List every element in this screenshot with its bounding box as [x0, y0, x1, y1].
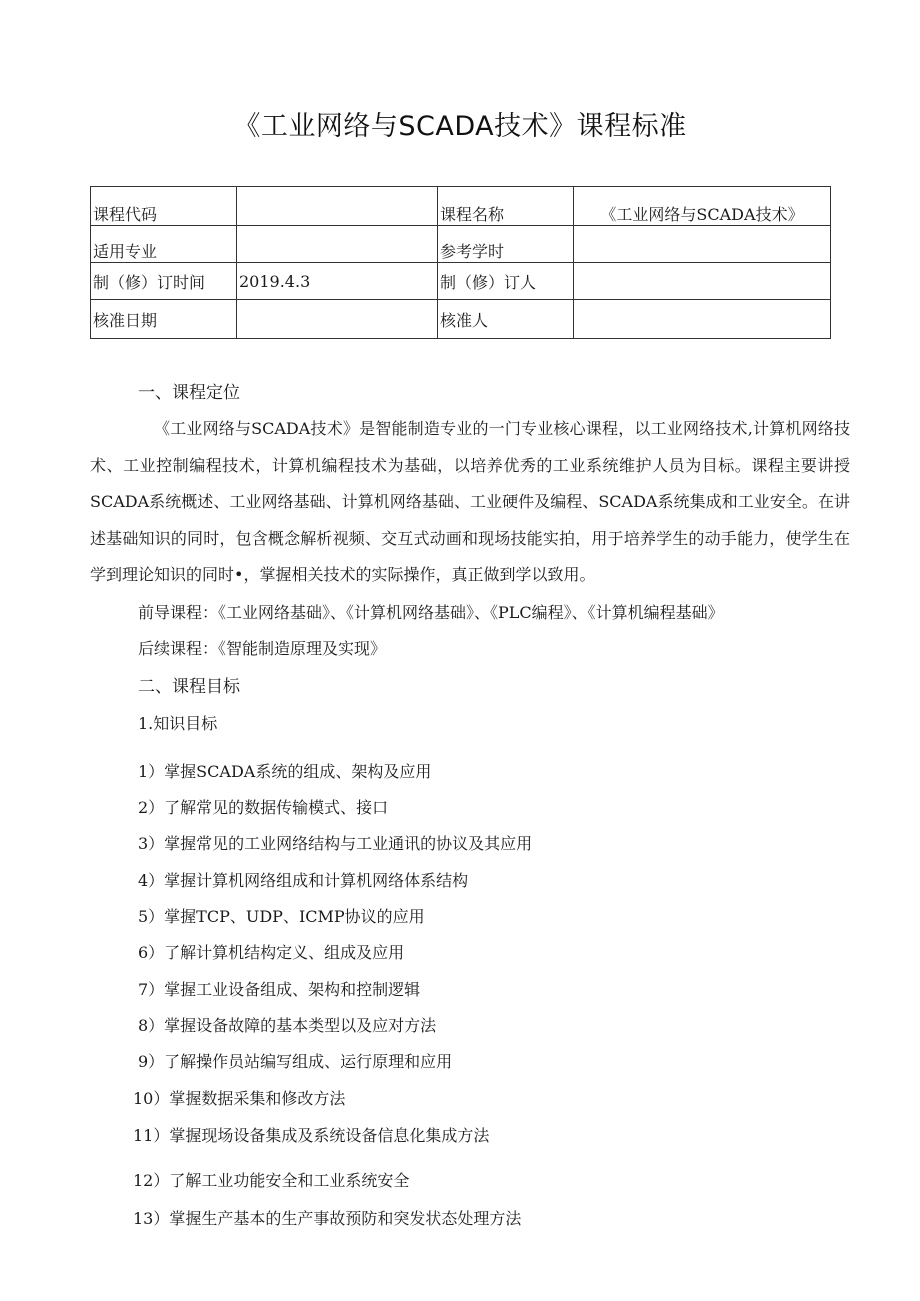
prerequisite-courses: 前导课程：《工业网络基础》、《计算机网络基础》、《PLC编程》、《计算机编程基础》: [138, 603, 724, 622]
value-hours: [574, 226, 831, 263]
list-item: 9）了解操作员站编写组成、运行原理和应用: [138, 1052, 453, 1071]
value-course-code: [237, 187, 438, 226]
label-course-name: 课程名称: [438, 187, 574, 226]
document-title: 《工业网络与SCADA技术》课程标准: [233, 111, 687, 142]
label-reviser: 制（修）订人: [438, 263, 574, 300]
value-reviser: [574, 263, 831, 300]
list-item: 11）掌握现场设备集成及系统设备信息化集成方法: [133, 1126, 490, 1145]
list-item: 13）掌握生产基本的生产事故预防和突发状态处理方法: [133, 1209, 522, 1228]
table-row: [91, 263, 831, 300]
table-row: [91, 300, 831, 339]
value-major: [237, 226, 438, 263]
label-revision-date: 制（修）订时间: [91, 263, 237, 300]
section-heading-positioning: 一、课程定位: [138, 383, 240, 403]
list-item: 4）掌握计算机网络组成和计算机网络体系结构: [138, 871, 469, 890]
list-item: 6）了解计算机结构定义、组成及应用: [138, 943, 405, 962]
value-approver: [574, 300, 831, 339]
list-item: 1）掌握SCADA系统的组成、架构及应用: [138, 762, 432, 781]
value-revision-date: 2019.4.3: [237, 263, 438, 300]
label-hours: 参考学时: [438, 226, 574, 263]
value-approval-date: [237, 300, 438, 339]
table-row: [91, 226, 831, 263]
table-row: [91, 187, 831, 226]
label-course-code: 课程代码: [91, 187, 237, 226]
list-item: 5）掌握TCP、UDP、ICMP协议的应用: [138, 907, 425, 926]
list-item: 12）了解工业功能安全和工业系统安全: [133, 1171, 410, 1190]
list-item: 7）掌握工业设备组成、架构和控制逻辑: [138, 980, 421, 999]
value-course-name: 《工业网络与SCADA技术》: [574, 187, 831, 226]
course-positioning-paragraph: 《工业网络与SCADA技术》是智能制造专业的一门专业核心课程，以工业网络技术,计算机网络技术、工业控制编程技术，计算机编程技术为基础，以培养优秀的工业系统维护人员为目标。课程主要讲授SCADA系统概述、工业网络基础、计算机网络基础、工业硬件及编程、SCADA系统集成和工业安全。在讲述基础知识的同时，包含概念解析视频、交互式动画和现场技能实拍，用于培养学生的动手能力，使学生在学到理论知识的同时•，掌握相关技术的实际操作，真正做到学以致用。: [90, 419, 850, 584]
list-item: 8）掌握设备故障的基本类型以及应对方法: [138, 1016, 437, 1035]
list-item: 10）掌握数据采集和修改方法: [133, 1089, 346, 1108]
followup-courses: 后续课程：《智能制造原理及实现》: [138, 639, 387, 658]
list-item: 3）掌握常见的工业网络结构与工业通讯的协议及其应用: [138, 834, 533, 853]
section-heading-objectives: 二、课程目标: [138, 677, 240, 697]
list-item: 2）了解常见的数据传输模式、接口: [138, 798, 389, 817]
subheading-knowledge-objectives: 1.知识目标: [138, 714, 218, 733]
label-approver: 核准人: [438, 300, 574, 339]
label-approval-date: 核准日期: [91, 300, 237, 339]
course-info-table: [90, 186, 831, 339]
label-major: 适用专业: [91, 226, 237, 263]
